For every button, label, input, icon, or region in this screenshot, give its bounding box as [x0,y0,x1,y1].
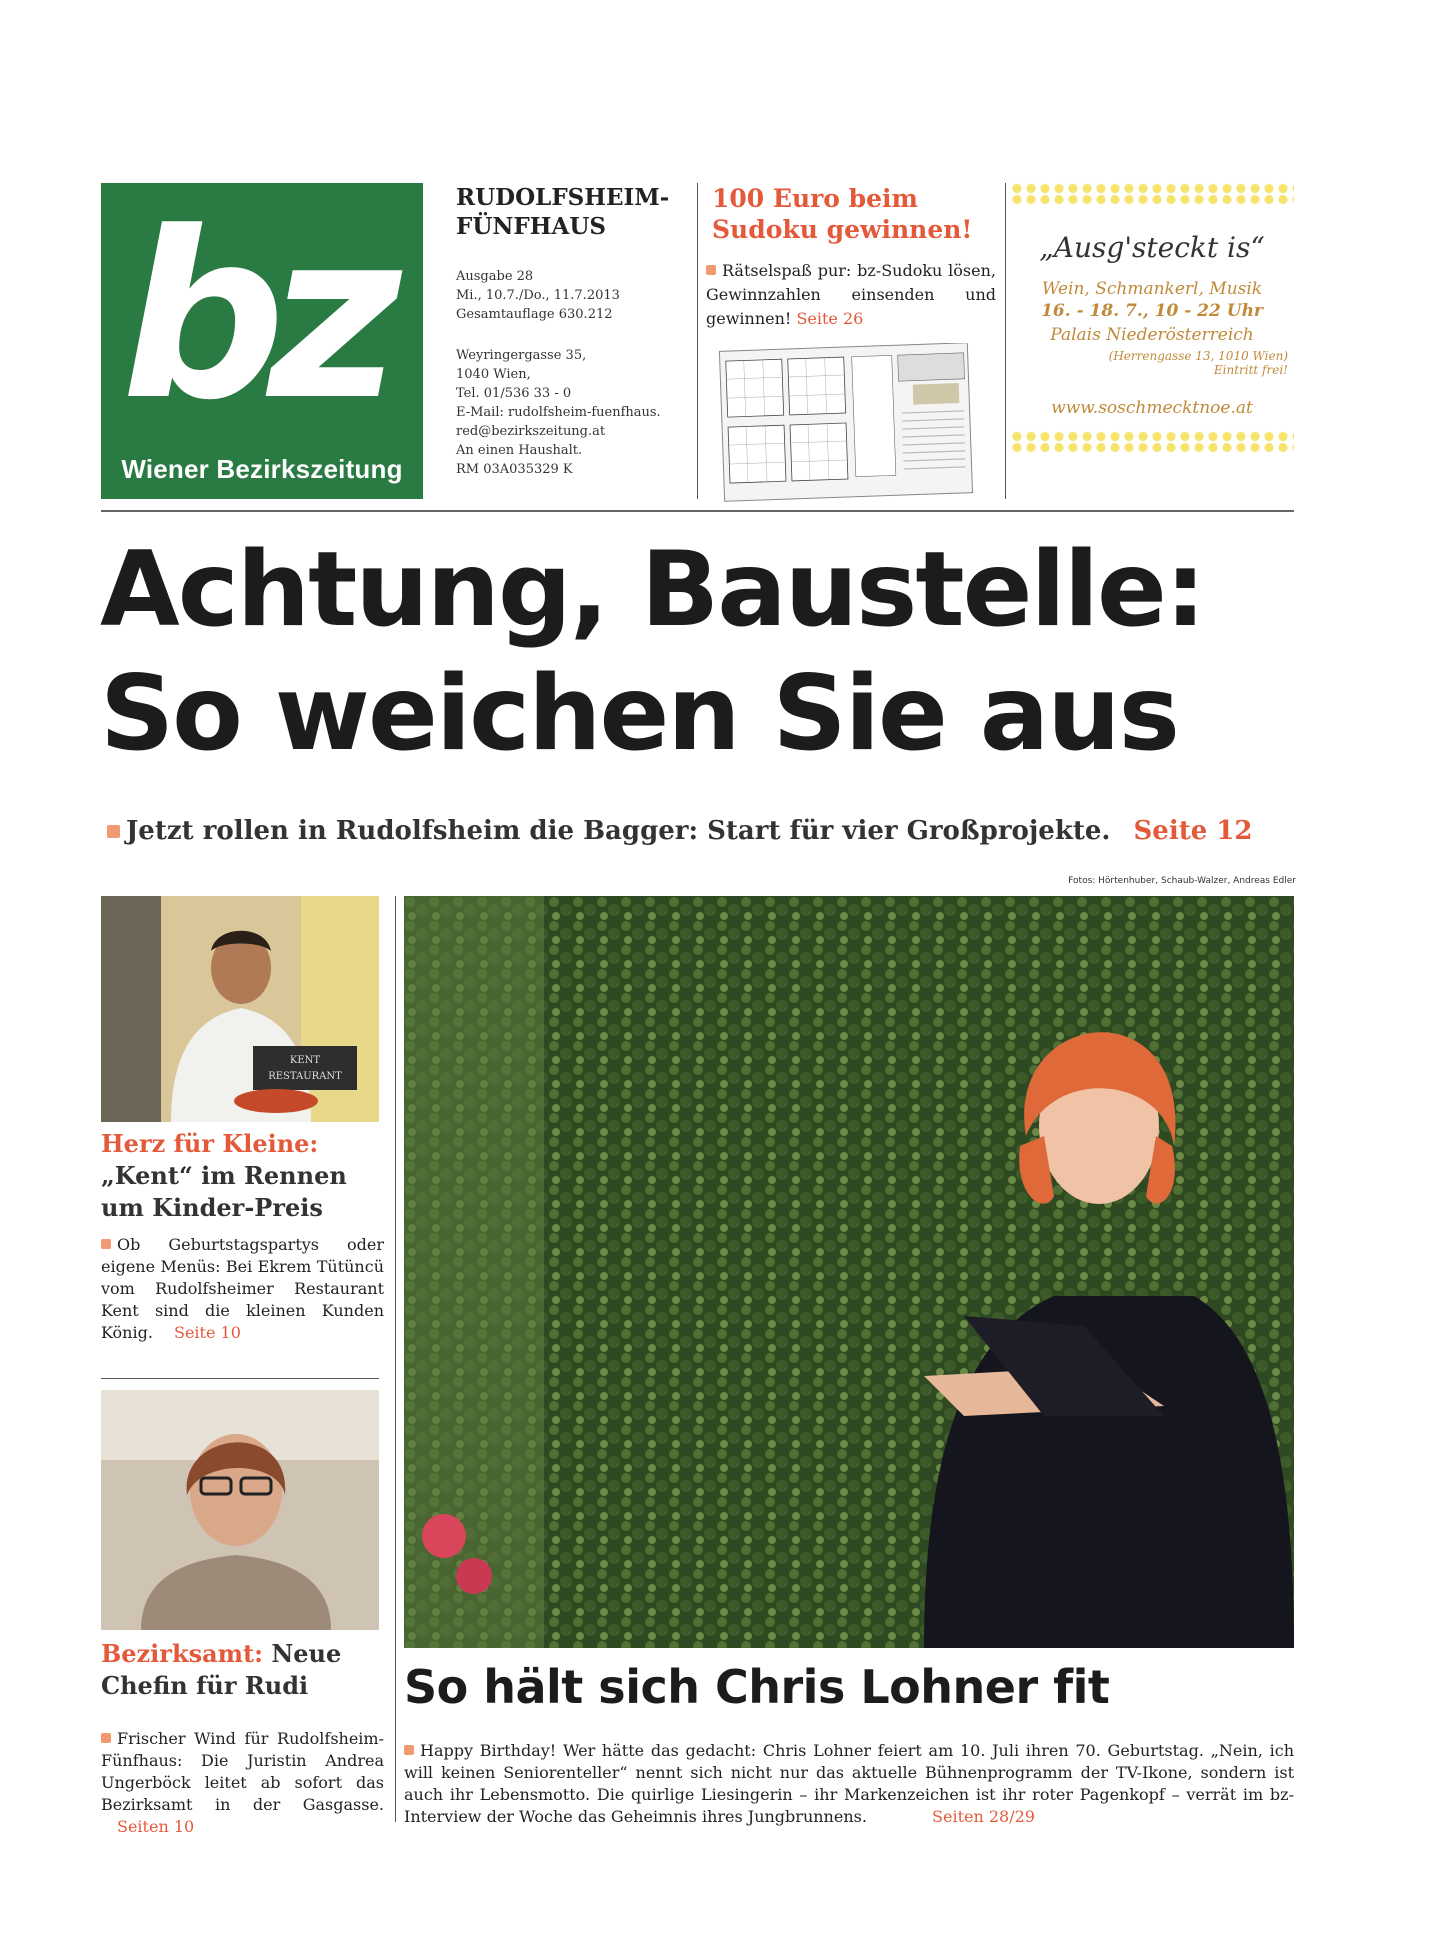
logo-mark: bz [121,184,384,451]
page-ref: Seiten 28/29 [932,1807,1035,1826]
phone-line: Tel. 01/536 33 - 0 [456,386,572,401]
story-bezirksamt-text [101,1728,384,1838]
issue-number: Ausgabe 28 [456,269,534,284]
page-ref: Seiten 10 [117,1817,195,1836]
event-ad [1010,183,1294,453]
story-headline-line: Chefin für Rudi [101,1671,309,1700]
ad-url[interactable]: www.soschmecktnoe.at [1051,398,1253,418]
bullet-icon [706,265,716,275]
edition-info [456,267,686,324]
district-line-2: FÜNFHAUS [456,213,606,240]
restaurant-owner-photo [101,896,379,1122]
story-kicker: Herz für Kleine: [101,1129,319,1158]
email-line: red@bezirkszeitung.at [456,424,606,439]
ad-dates: 16. - 18. 7., 10 - 22 Uhr [1041,301,1263,321]
story-headline-line: „Kent“ im Rennen [101,1161,347,1190]
photo-credit: Fotos: Hörtenhuber, Schaub-Walzer, Andreas Edler [1068,876,1296,886]
ad-title: „Ausg'steckt is“ [1039,231,1265,264]
story-headline-word: Neue [271,1639,342,1668]
andrea-ungerboeck-photo [101,1390,379,1630]
story-text: Happy Birthday! Wer hätte das gedacht: Chris Lohner feiert am 10. Juli ihren 70. Geburtstag. „Nein, ich will keinen Seniorenteller“ nennt sich nicht nur das aktuelle Bühnenprogramm der TV-Ikone, sondern ist auch ihr Lebensmotto. Die quirlige Liesingerin – ihr Markenzeichen ist ihr roter Pagenkopf – verrät im bz-Interview der Woche das Geheimnis ihres Jungbrunnens. [404,1741,1294,1826]
sudoku-headline-line: 100 Euro beim [712,184,919,213]
story-kent-text [101,1234,384,1344]
sudoku-headline [712,183,1002,245]
district-line-1: RUDOLFSHEIM- [456,184,670,211]
story-bezirksamt-headline [101,1638,386,1702]
bz-logo [101,183,423,499]
column-divider [1005,183,1006,499]
sudoku-teaser-text [706,259,996,331]
page-ref: Seite 12 [1133,816,1253,846]
chris-lohner-photo [404,896,1294,1648]
story-lohner-text [404,1740,1294,1828]
bullet-icon [404,1745,414,1755]
issue-date: Mi., 10.7./Do., 11.7.2013 [456,288,620,303]
ad-address [1028,349,1288,377]
sudoku-page-image [714,343,978,503]
registration-line: RM 03A035329 K [456,462,573,477]
headline-line: So weichen Sie aus [100,654,1178,774]
ad-address-line: (Herrengasse 13, 1010 Wien) [1108,349,1288,363]
headline-line: Achtung, Baustelle: [100,530,1205,650]
address-line: Weyringergasse 35, [456,348,587,363]
story-divider [101,1378,379,1379]
sudoku-text: Rätselspaß pur: bz-Sudoku lösen, Gewinnzahlen einsenden und gewinnen! [706,261,996,328]
column-divider [697,183,698,499]
logo-subtitle: Wiener Bezirkszeitung [121,454,403,484]
story-kent-headline [101,1128,386,1224]
column-divider [395,896,396,1822]
story-kicker: Bezirksamt: [101,1639,263,1668]
story-text: Frischer Wind für Rudolfsheim-Fünfhaus: Die Juristin Andrea Ungerböck leitet ab sofort das Bezirksamt in der Gasgasse. [101,1729,384,1814]
ad-border-bottom [1010,431,1294,453]
lead-headline [100,528,1300,776]
circulation: Gesamtauflage 630.212 [456,307,613,322]
lead-subline-text: Jetzt rollen in Rudolfsheim die Bagger: Start für vier Großprojekte. [126,816,1111,846]
sign-text: KENT [289,1055,321,1066]
page-ref: Seite 10 [174,1323,241,1342]
email-line: E-Mail: rudolfsheim-fuenfhaus. [456,405,661,420]
bullet-icon [101,1239,111,1249]
distribution-line: An einen Haushalt. [456,443,583,458]
address-block [456,346,696,479]
ad-entry-line: Eintritt frei! [1213,363,1288,377]
bullet-icon [101,1733,111,1743]
ad-border-top [1010,183,1294,205]
sign-text: RESTAURANT [268,1071,342,1082]
address-line: 1040 Wien, [456,367,531,382]
story-headline-line: um Kinder-Preis [101,1193,323,1222]
story-text: Ob Geburtstagspartys oder eigene Menüs: Bei Ekrem Tütüncü vom Rudolfsheimer Restaurant Kent sind die kleinen Kunden König. [101,1235,384,1342]
lead-subline [107,816,1297,846]
story-lohner-headline: So hält sich Chris Lohner fit [404,1660,1110,1714]
ad-venue: Palais Niederösterreich [1050,325,1254,345]
masthead-rule [101,510,1294,512]
bullet-icon [107,825,120,838]
ad-line: Wein, Schmankerl, Musik [1041,279,1263,299]
sudoku-headline-line: Sudoku gewinnen! [712,215,973,244]
district-title [456,183,681,241]
page-ref: Seite 26 [796,309,864,328]
